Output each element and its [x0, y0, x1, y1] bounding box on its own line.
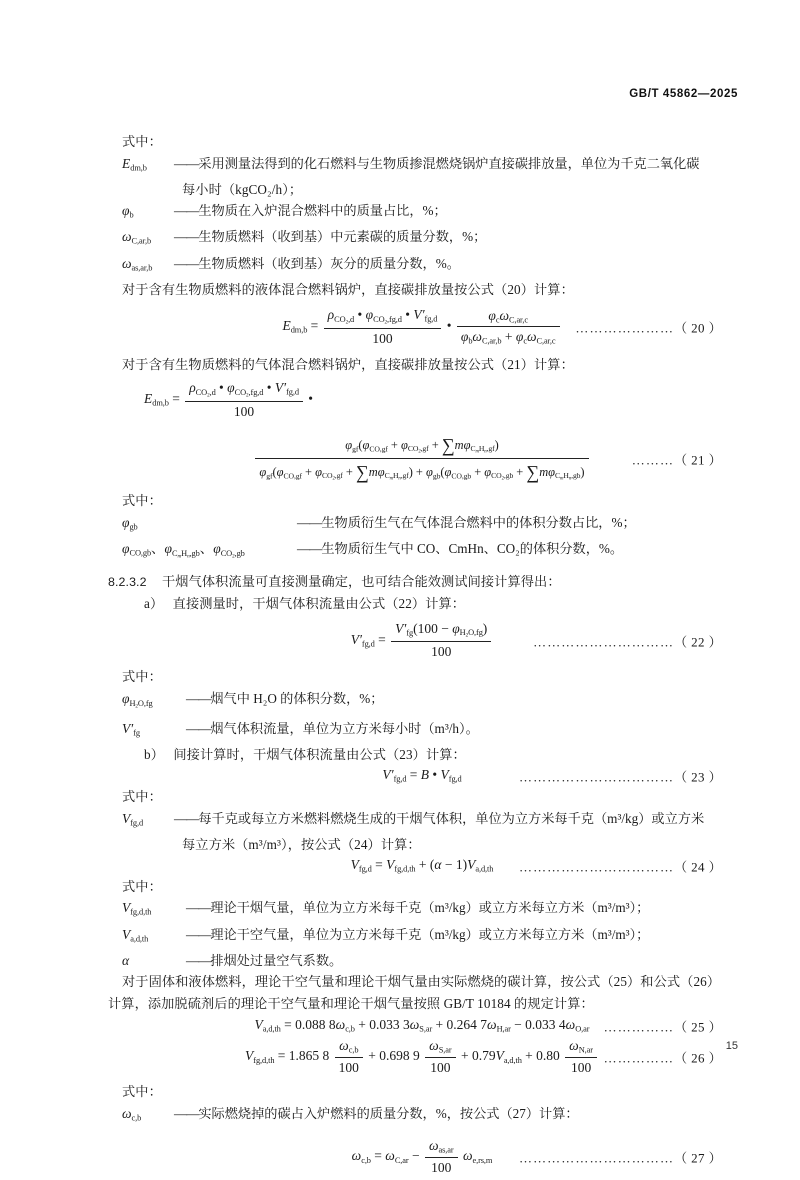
- symbol-phi-b: $\varphi_b$: [122, 203, 134, 220]
- equation-25-body: $V_{a,d,th} = 0.088$ $8\omega_{c,b} + 0.033$ $3\omega_{S,ar} + 0.264$ $7\omega_{H,ar} - 0.033$ $4\omega_{O,ar}$: [254, 1017, 590, 1034]
- symbol-omega-as-ar-b: $\omega_{as,ar,b}$: [122, 255, 153, 273]
- definition-row: [122, 538, 722, 568]
- standard-header: GB/T 45862—2025: [629, 88, 738, 100]
- section-number: 8.2.3.2: [108, 574, 147, 589]
- definition-text: 实际燃烧掉的碳占入炉燃料的质量分数，%，按公式（27）计算：: [198, 1105, 579, 1121]
- equation-20-body: $E_{dm,b}$ = $\frac{\rho_{CO_2,d} • \varphi_{CO_2,fg,d} • V'_{fg,d}}{100}$ • $\frac{\varphi_c\omega_{C,ar,c}}{\varphi_b\omega_{C,ar,b} + \varphi_c\omega_{C,ar,c}}$: [282, 306, 561, 348]
- symbol-V-fg-d-th: $V_{fg,d,th}$: [122, 900, 152, 918]
- fraction: $\frac{V'_{fg}(100 - \varphi_{H_2O,fg})}{100}$: [391, 620, 491, 662]
- definition-row: [122, 808, 722, 834]
- equation-26-number: ……………（ 26 ）: [603, 1050, 722, 1066]
- symbol-phi-gb: $\varphi_{gb}$: [122, 514, 138, 532]
- equation-21-rhs: [122, 433, 722, 485]
- definition-dash: ——: [174, 810, 199, 826]
- definition-dash: ——: [174, 255, 199, 271]
- fraction: $\frac{\rho_{CO_2,d} • \varphi_{CO_2,fg,d} • V'_{fg,d}}{100}$: [185, 379, 303, 421]
- fraction: $\frac{\omega_{N,ar}}{100}$: [565, 1037, 597, 1077]
- definition-row: [122, 200, 722, 226]
- where-label-4: 式中：: [122, 789, 162, 805]
- definition-text: 生物质在入炉混合燃料中的质量占比，%；: [198, 203, 447, 219]
- paragraph-solid-liquid-1: 对于固体和液体燃料，理论干空气量和理论干烟气量由实际燃烧的碳计算，按公式（25）和公式（26）: [122, 974, 721, 990]
- symbol-V-fg-d: $V_{fg,d}$: [122, 810, 144, 828]
- equation-24-number: ……………………………（ 24 ）: [518, 859, 722, 875]
- definition-dash: ——: [174, 229, 199, 245]
- list-item-a: [122, 593, 722, 615]
- equation-23-number: ……………………………（ 23 ）: [518, 769, 722, 785]
- page-content: [108, 131, 722, 1180]
- list-item-b: [122, 744, 722, 766]
- definition-dash: ——: [186, 690, 211, 706]
- page-number: 15: [725, 1040, 738, 1052]
- equation-21: [122, 379, 722, 484]
- symbol-omega-c-b: $\omega_{c,b}$: [122, 1105, 142, 1123]
- equation-22-body: $V'_{fg,d}$ = $\frac{V'_{fg}(100 - \varphi_{H_2O,fg})}{100}$: [351, 620, 494, 662]
- definition-cont: 每小时（kgCO₂/h）；: [182, 181, 303, 197]
- where-label-5: 式中：: [122, 878, 162, 894]
- equation-27-number: ……………………………（ 27 ）: [518, 1150, 722, 1166]
- where-label-3: 式中：: [122, 669, 162, 685]
- definition-dash: ——: [174, 1105, 199, 1121]
- definition-row: [122, 688, 722, 718]
- definition-cont: 每立方米（m³/m³），按公式（24）计算：: [182, 836, 421, 852]
- equation-26: [122, 1037, 722, 1077]
- definition-text: 生物质燃料（收到基）中元素碳的质量分数，%；: [198, 229, 487, 245]
- definition-dash: ——: [297, 514, 322, 530]
- equation-26-body: $V_{fg,d,th} = 1.865$ 8 $\frac{\omega_{c,b}}{100}$ + 0.698 9 $\frac{\omega_{S,ar}}{100}$ + $0.79V_{a,d,th} + 0.80$ $\frac{\omega_{N,ar}}{100}$: [245, 1037, 599, 1077]
- definition-row: [122, 950, 722, 972]
- definition-row: [122, 153, 722, 179]
- list-marker-b: b）: [144, 746, 164, 762]
- definition-text: 烟气体积流量，单位为立方米每小时（m³/h）。: [210, 720, 479, 736]
- definition-row: [122, 924, 722, 950]
- where-label-2: 式中：: [122, 493, 162, 509]
- definition-text: 生物质燃料（收到基）灰分的质量分数，%。: [198, 255, 460, 271]
- fraction: $\frac{\varphi_c\omega_{C,ar,c}}{\varphi_b\omega_{C,ar,b} + \varphi_c\omega_{C,ar,c}}$: [457, 307, 560, 348]
- paragraph-solid-liquid-2: 计算，添加脱硫剂后的理论干空气量和理论干烟气量按照 GB/T 10184 的规定计算：: [108, 995, 594, 1011]
- definition-row: [122, 512, 722, 538]
- symbol-alpha: α: [122, 952, 130, 968]
- fraction: $\frac{\omega_{as,ar}}{100}$: [425, 1137, 458, 1177]
- equation-23-body: $V'_{fg,d} = B$ • $V_{fg,d}$: [382, 767, 462, 785]
- symbol-E-dm-b: $E_{dm,b}$: [122, 155, 147, 173]
- fraction: $\frac{\omega_{S,ar}}{100}$: [425, 1037, 455, 1077]
- definition-row: [122, 718, 722, 744]
- definition-dash: ——: [186, 900, 211, 916]
- equation-27-body: $\omega_{c,b} = \omega_{C,ar}$ − $\frac{\omega_{as,ar}}{100}$ $\omega_{e,rs,m}$: [352, 1137, 493, 1177]
- definition-text: 每千克或每立方米燃料燃烧生成的干烟气体积，单位为立方米每千克（m³/kg）或立方米: [198, 810, 705, 826]
- equation-21-lhs: $E_{dm,b}$ = $\frac{\rho_{CO_2,d} • \varphi_{CO_2,fg,d} • V'_{fg,d}}{100}$ •: [122, 379, 722, 421]
- symbol-phi-gas-components: $\varphi_{CO,gb}$、$\varphi_{C_mH_n,gb}$、$\varphi_{CO_2,gb}$: [122, 540, 245, 560]
- equation-22-number: …………………………（ 22 ）: [533, 634, 722, 650]
- symbol-omega-C-ar-b: $\omega_{C,ar,b}$: [122, 229, 152, 247]
- section-text: 干烟气体积流量可直接测量确定，也可结合能效测试间接计算得出：: [162, 573, 561, 589]
- fraction: $\varphi_{gf}(\varphi_{CO,gf} + \varphi_{CO_2,gf} + \sum m\varphi_{C_mH_n,gf})$ $\varphi_{gf}(\varphi_{CO,gf} + \varphi_{CO_2,gf} + \sum m\varphi_{C_mH_n,gf}) + \varphi_{gb}(\varphi_{CO,gb} + \varphi_{CO_2,gb} + \sum m\varphi_{C_mH_n,gb})$: [255, 433, 588, 485]
- definition-text: 生物质衍生气中 CO、CmHn、CO₂的体积分数，%。: [321, 540, 624, 556]
- definition-text: 采用测量法得到的化石燃料与生物质掺混燃烧锅炉直接碳排放量，单位为千克二氧化碳: [198, 155, 700, 171]
- definition-dash: ——: [186, 952, 211, 968]
- equation-22: [122, 620, 722, 662]
- list-item-a-text: 直接测量时，干烟气体积流量由公式（22）计算：: [172, 596, 466, 612]
- equation-25-number: ……………（ 25 ）: [603, 1019, 722, 1035]
- paragraph-gas-mixed-fuel: 对于含有生物质燃料的气体混合燃料锅炉，直接碳排放量按公式（21）计算：: [122, 356, 574, 372]
- definition-text: 理论干烟气量，单位为立方米每千克（m³/kg）或立方米每立方米（m³/m³）；: [210, 900, 650, 916]
- symbol-phi-H2O-fg: $\varphi_{H_2O,fg}$: [122, 690, 153, 710]
- definition-row: [122, 1103, 722, 1129]
- paragraph-liquid-mixed-fuel: 对于含有生物质燃料的液体混合燃料锅炉，直接碳排放量按公式（20）计算：: [122, 281, 574, 297]
- equation-21-number: ………（ 21 ）: [631, 452, 722, 468]
- list-marker-a: a）: [144, 596, 164, 612]
- definition-dash: ——: [174, 203, 199, 219]
- definition-row: [122, 226, 722, 252]
- definition-text: 生物质衍生气在气体混合燃料中的体积分数占比，%；: [321, 514, 636, 530]
- fraction: $\frac{\rho_{CO_2,d} • \varphi_{CO_2,fg,d} • V'_{fg,d}}{100}$: [324, 306, 442, 348]
- definition-text: 烟气中 H₂O 的体积分数，%；: [210, 690, 384, 706]
- equation-25: [122, 1017, 722, 1034]
- equation-20: [122, 306, 722, 348]
- list-item-b-text: 间接计算时，干烟气体积流量由公式（23）计算：: [173, 746, 466, 762]
- definition-dash: ——: [186, 926, 211, 942]
- section-heading-8-2-3-2: [108, 571, 722, 594]
- definition-dash: ——: [174, 155, 199, 171]
- equation-20-number: …………………（ 20 ）: [575, 320, 722, 336]
- definition-row: [122, 897, 722, 923]
- equation-24-body: $V_{fg,d} = V_{fg,d,th} + (\alpha - 1)V_{a,d,th}$: [350, 857, 494, 874]
- fraction: $\frac{\omega_{c,b}}{100}$: [335, 1037, 363, 1077]
- definition-row: [122, 253, 722, 279]
- equation-24: [122, 857, 722, 874]
- equation-27: [122, 1137, 722, 1177]
- definition-dash: ——: [186, 720, 211, 736]
- symbol-V-prime-fg: $V'_{fg}$: [122, 720, 140, 738]
- definition-text: 排烟处过量空气系数。: [210, 952, 343, 968]
- where-label-6: 式中：: [122, 1084, 162, 1100]
- definition-text: 理论干空气量，单位为立方米每千克（m³/kg）或立方米每立方米（m³/m³）；: [210, 926, 650, 942]
- equation-23: [122, 767, 722, 784]
- where-label-1: 式中：: [122, 134, 162, 149]
- symbol-V-a-d-th: $V_{a,d,th}$: [122, 926, 149, 944]
- definition-dash: ——: [297, 540, 322, 556]
